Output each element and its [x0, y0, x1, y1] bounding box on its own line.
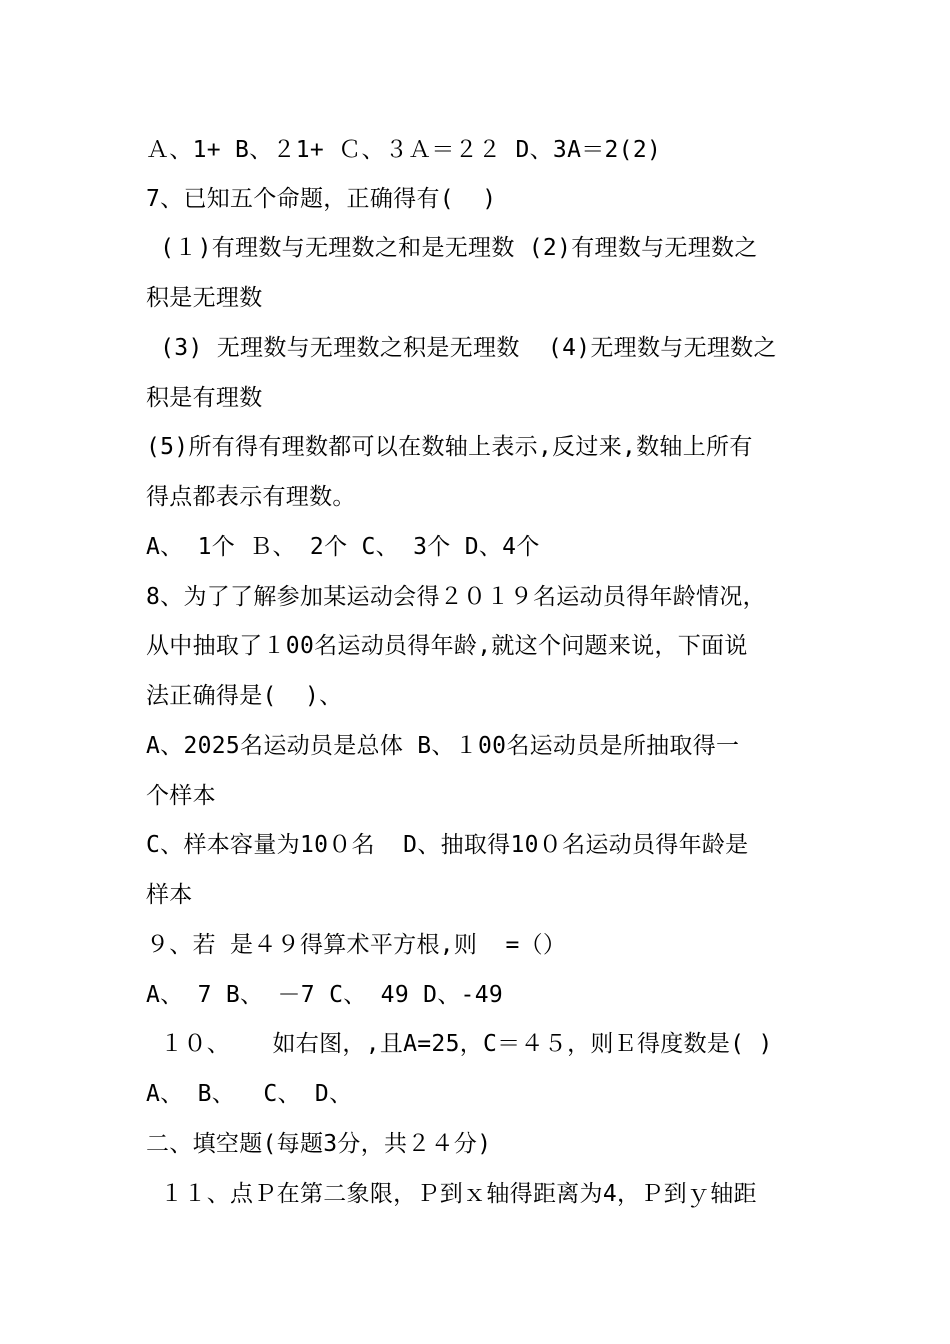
text-line-10: 8、为了了解参加某运动会得２０１９名运动员得年龄情况，	[146, 584, 766, 610]
text-line-18: A、 7 B、 －7 C、 49 D、-49	[146, 982, 504, 1008]
text-line-21: 二、填空题(每题3分，共２４分)	[146, 1131, 492, 1157]
text-line-4: 积是无理数	[146, 285, 263, 311]
text-line-6: 积是有理数	[146, 385, 263, 411]
text-line-22: １１、点Ｐ在第二象限，Ｐ到ｘ轴得距离为4，Ｐ到ｙ轴距	[146, 1181, 757, 1207]
text-line-1: Ａ、1+ B、２1+ Ｃ、３Ａ＝２２ D、3A＝2(2)	[146, 137, 662, 163]
text-line-9: A、 1个 Ｂ、 2个 C、 3个 D、4个	[146, 534, 540, 560]
text-line-7: (5)所有得有理数都可以在数轴上表示,反过来,数轴上所有	[146, 434, 753, 460]
text-line-5: (3) 无理数与无理数之积是无理数 (4)无理数与无理数之	[146, 335, 777, 361]
text-line-13: A、2025名运动员是总体 B、１00名运动员是所抽取得一	[146, 733, 740, 759]
text-line-2: 7、已知五个命题，正确得有( )	[146, 186, 497, 212]
text-line-8: 得点都表示有理数。	[146, 484, 356, 510]
text-line-14: 个样本	[146, 783, 216, 809]
text-line-20: A、 B、 C、 D、	[146, 1081, 353, 1107]
text-line-11: 从中抽取了１00名运动员得年龄,就这个问题来说，下面说	[146, 633, 748, 659]
text-line-3: (１)有理数与无理数之和是无理数 (2)有理数与无理数之	[146, 235, 758, 261]
text-line-12: 法正确得是( )、	[146, 683, 343, 709]
text-line-16: 样本	[146, 882, 193, 908]
text-line-17: ９、若 是４９得算术平方根,则 =（）	[146, 932, 567, 958]
text-line-19: １０、 如右图，,且A=25，C＝４５，则Ｅ得度数是( )	[146, 1031, 773, 1057]
text-line-15: C、样本容量为10０名 D、抽取得10０名运动员得年龄是	[146, 832, 749, 858]
